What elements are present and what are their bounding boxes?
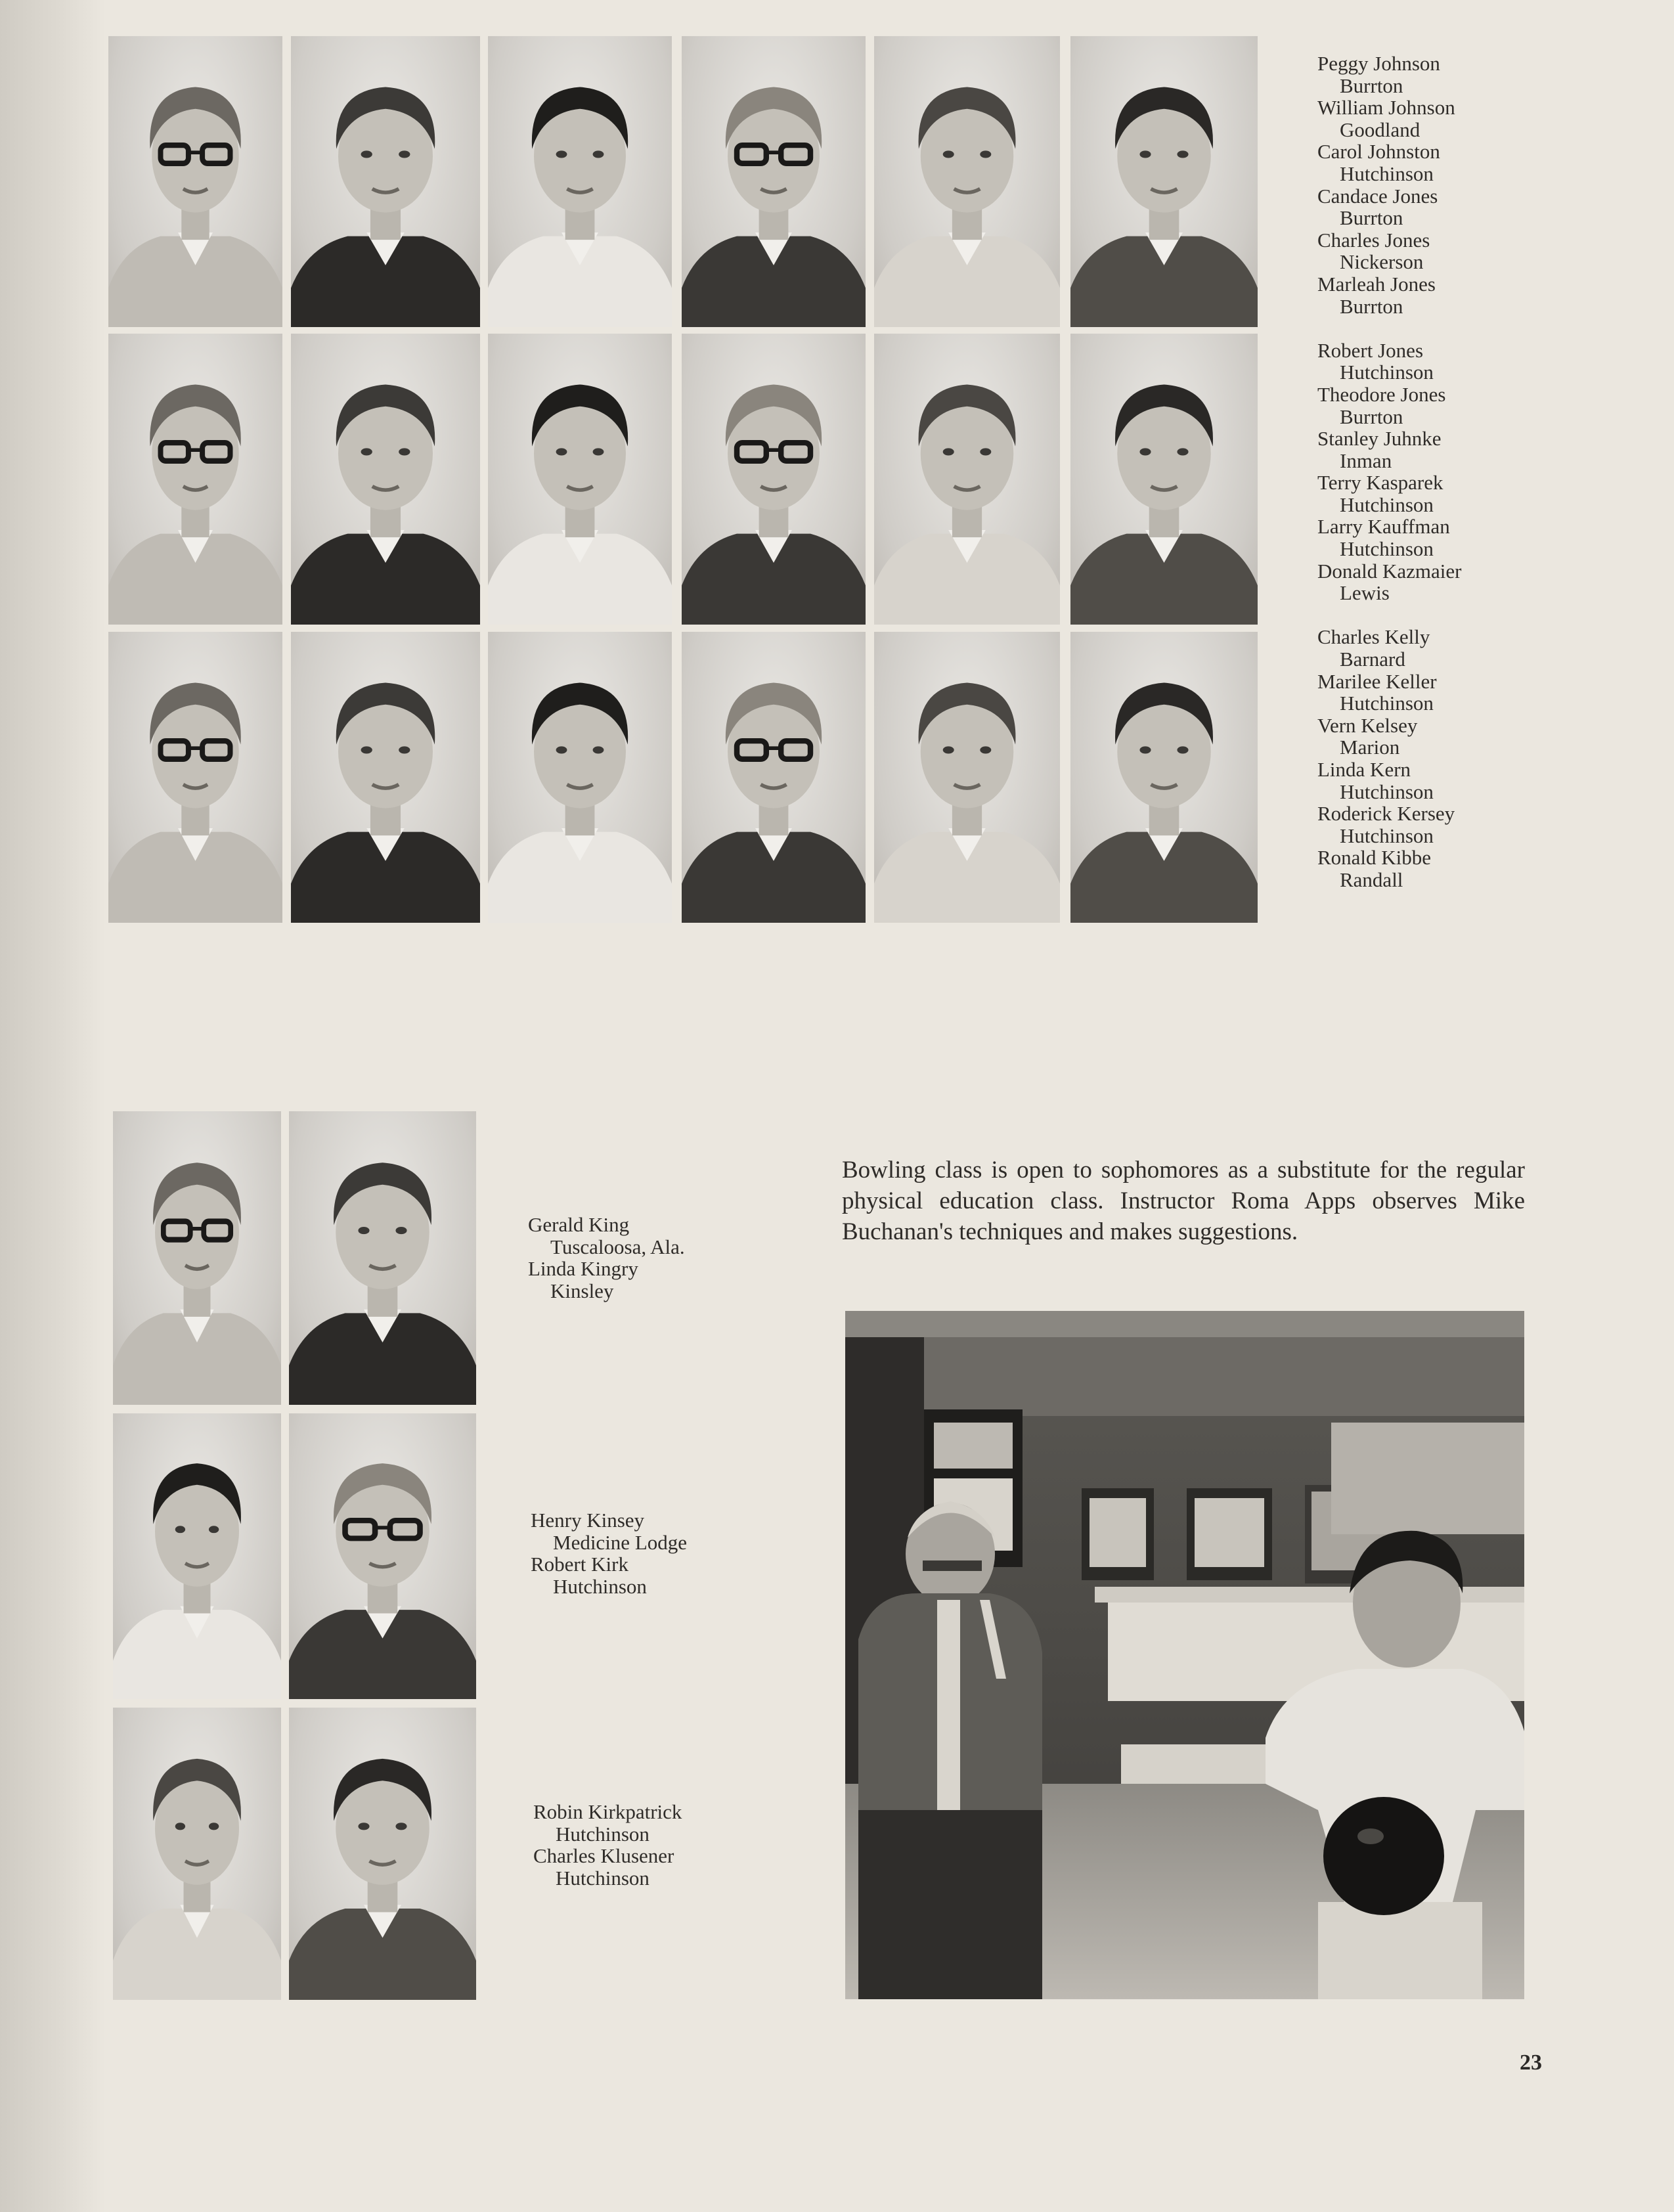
name-list-bottom-1 xyxy=(528,1214,685,1302)
student-portrait xyxy=(874,36,1060,327)
name-list-bottom-2 xyxy=(531,1509,687,1597)
student-portrait xyxy=(1070,334,1258,625)
page-gutter-shadow xyxy=(0,0,105,2212)
student-name: Marleah Jones xyxy=(1317,272,1436,296)
student-name: Stanley Juhnke xyxy=(1317,427,1442,451)
student-portrait xyxy=(682,334,866,625)
student-portrait xyxy=(488,632,672,923)
student-hometown: Marion xyxy=(1340,736,1400,759)
student-name: Roderick Kersey xyxy=(1317,802,1455,826)
student-hometown: Hutchinson xyxy=(556,1822,650,1846)
student-hometown: Inman xyxy=(1340,449,1392,472)
student-name: William Johnson xyxy=(1317,96,1455,120)
name-group-gap xyxy=(1317,317,1461,340)
student-hometown: Burrton xyxy=(1340,294,1403,318)
student-name: Larry Kauffman xyxy=(1317,515,1450,539)
name-group-gap xyxy=(1317,604,1461,627)
student-hometown: Kinsley xyxy=(550,1279,614,1302)
student-name: Donald Kazmaier xyxy=(1317,559,1462,583)
student-hometown: Barnard xyxy=(1340,648,1405,671)
page-number: 23 xyxy=(1520,2050,1542,2075)
student-name: Theodore Jones xyxy=(1317,382,1446,406)
student-hometown: Hutchinson xyxy=(1340,537,1434,561)
student-hometown: Hutchinson xyxy=(1340,824,1434,847)
student-name: Ronald Kibbe xyxy=(1317,846,1432,870)
student-portrait xyxy=(1070,36,1258,327)
student-hometown: Medicine Lodge xyxy=(553,1530,688,1554)
student-name: Linda Kern xyxy=(1317,758,1411,781)
student-hometown: Hutchinson xyxy=(1340,692,1434,715)
student-name: Candace Jones xyxy=(1317,184,1438,208)
student-hometown: Randall xyxy=(1340,868,1403,891)
student-hometown: Lewis xyxy=(1340,581,1390,605)
student-name: Marilee Keller xyxy=(1317,669,1437,693)
student-name: Gerald King xyxy=(528,1213,630,1236)
student-name: Henry Kinsey xyxy=(531,1509,645,1532)
student-name: Charles Jones xyxy=(1317,228,1430,252)
student-name: Peggy Johnson xyxy=(1317,52,1440,75)
student-portrait xyxy=(289,1111,476,1405)
student-portrait xyxy=(1070,632,1258,923)
student-portrait xyxy=(108,334,282,625)
name-list-bottom-3 xyxy=(533,1801,682,1889)
student-hometown: Hutchinson xyxy=(1340,780,1434,803)
student-hometown: Hutchinson xyxy=(1340,493,1434,516)
photo-caption: Bowling class is open to sophomores as a substitute for the regular physical education class. Instructor Roma Apps observes Mike Buchanan's techniques and makes suggestions. xyxy=(842,1157,1525,1245)
student-hometown: Burrton xyxy=(1340,74,1403,97)
student-name: Robin Kirkpatrick xyxy=(533,1800,682,1823)
student-hometown: Nickerson xyxy=(1340,250,1424,274)
student-portrait xyxy=(291,36,480,327)
name-list-top xyxy=(1317,53,1461,891)
student-hometown: Burrton xyxy=(1340,206,1403,230)
student-portrait xyxy=(108,632,282,923)
student-portrait xyxy=(113,1413,281,1699)
student-hometown: Burrton xyxy=(1340,405,1403,428)
student-name: Robert Kirk xyxy=(531,1553,628,1576)
student-name: Terry Kasparek xyxy=(1317,471,1443,495)
student-portrait xyxy=(108,36,282,327)
student-hometown: Hutchinson xyxy=(553,1574,647,1598)
student-portrait xyxy=(113,1708,281,2000)
student-portrait xyxy=(874,334,1060,625)
student-portrait xyxy=(488,36,672,327)
student-portrait xyxy=(874,632,1060,923)
student-portrait xyxy=(488,334,672,625)
student-portrait xyxy=(289,1708,476,2000)
student-hometown: Hutchinson xyxy=(556,1866,650,1890)
bowling-class-photo xyxy=(845,1311,1524,1999)
student-hometown: Goodland xyxy=(1340,118,1421,141)
student-hometown: Hutchinson xyxy=(1340,361,1434,384)
student-portrait xyxy=(291,632,480,923)
student-hometown: Hutchinson xyxy=(1340,162,1434,185)
student-name: Vern Kelsey xyxy=(1317,713,1418,737)
student-name: Carol Johnston xyxy=(1317,140,1440,164)
student-hometown: Tuscaloosa, Ala. xyxy=(550,1235,685,1258)
student-name: Linda Kingry xyxy=(528,1257,638,1281)
student-portrait xyxy=(113,1111,281,1405)
student-portrait xyxy=(289,1413,476,1699)
student-portrait xyxy=(291,334,480,625)
student-name: Robert Jones xyxy=(1317,338,1424,362)
student-name: Charles Klusener xyxy=(533,1844,674,1868)
student-portrait xyxy=(682,36,866,327)
student-name: Charles Kelly xyxy=(1317,625,1430,649)
student-portrait xyxy=(682,632,866,923)
